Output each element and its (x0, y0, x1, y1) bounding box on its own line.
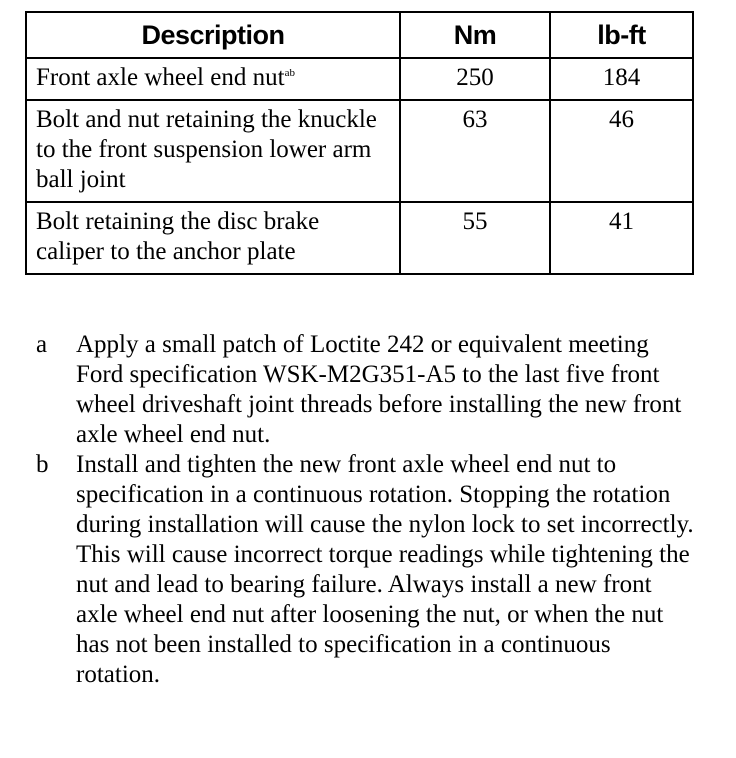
footnote-text: Apply a small patch of Loctite 242 or equivalent meeting Ford specification WSK-M2G351-A5 to the last five front wheel driveshaft joint threads before installing the new front axle wheel end nut. (76, 331, 682, 448)
row-lbft: 41 (550, 202, 693, 274)
row-lbft: 46 (550, 100, 693, 202)
footnotes (36, 330, 696, 690)
footnote-text: Install and tighten the new front axle wheel end nut to specification in a continuous rotation. Stopping the rotation during installation will cause the nylon lock to set incorrectly. This will cause incorrect torque readings while tightening the nut and lead to bearing failure. Always install a new front axle wheel end nut after loosening the nut, or when the nut has not been installed to specification in a continuous rotation. (76, 451, 694, 688)
row-description (26, 58, 400, 100)
row-description: Bolt retaining the disc brake caliper to the anchor plate (26, 202, 400, 274)
table-row (26, 202, 693, 274)
row-lbft: 184 (550, 58, 693, 100)
header-description: Description (26, 12, 400, 58)
footnote-label: a (36, 331, 48, 358)
torque-spec-table (25, 11, 694, 275)
row-nm: 250 (400, 58, 550, 100)
row-nm: 55 (400, 202, 550, 274)
footnote-b (36, 450, 696, 690)
row-nm: 63 (400, 100, 550, 202)
row-description-text: Front axle wheel end nut (36, 64, 285, 91)
table-row (26, 100, 693, 202)
header-nm: Nm (400, 12, 550, 58)
table-row (26, 58, 693, 100)
header-lbft: lb-ft (550, 12, 693, 58)
footnote-ref: ab (284, 67, 295, 79)
footnote-label: b (36, 451, 49, 478)
row-description: Bolt and nut retaining the knuckle to the front suspension lower arm ball joint (26, 100, 400, 202)
footnote-a (36, 330, 696, 450)
header-row (26, 12, 693, 58)
